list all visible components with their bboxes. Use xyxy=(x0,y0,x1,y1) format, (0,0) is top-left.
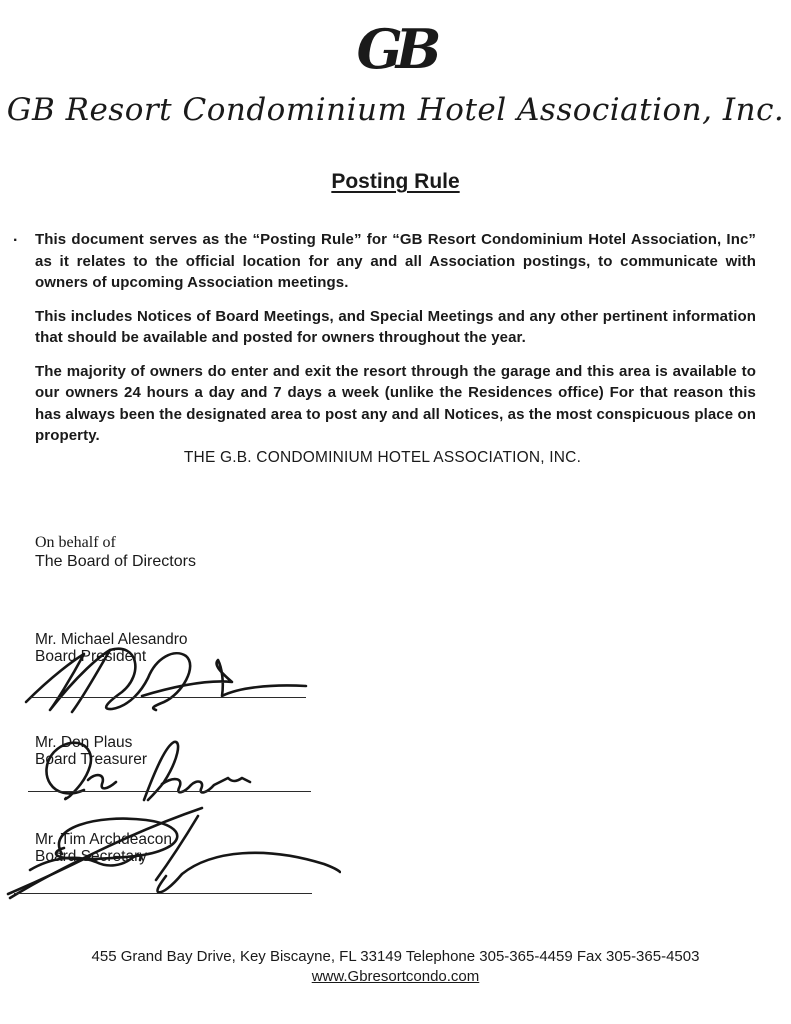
paragraph-bullet: . xyxy=(13,228,18,245)
paragraph-posting-rule: This document serves as the “Posting Rule” for “GB Resort Condominium Hotel Association, Inc” as it relates to the official location for any and all Association postings, to communicate with owners of upcoming Association meetings. xyxy=(35,231,756,291)
document-title-text: Posting Rule xyxy=(331,170,460,193)
gb-monogram-logo: GB xyxy=(356,17,435,81)
signatory-name: Mr. Don Plaus xyxy=(35,734,133,751)
footer-address-line: 455 Grand Bay Drive, Key Biscayne, FL 33149 Telephone 305-365-4459 Fax 305-365-4503 xyxy=(91,948,700,965)
signatory-title: Board Treasurer xyxy=(35,751,147,768)
signatory-name: Mr. Tim Archdeacon xyxy=(35,831,172,848)
footer-website-url: www.Gbresortcondo.com xyxy=(311,968,480,985)
signature-line-secretary xyxy=(14,893,312,894)
paragraph-garage: The majority of owners do enter and exit the resort through the garage and this area is available to our owners 24 hours a day and 7 days a week (unlike the Residences office) For that reason this has always been the designated area to post any and all Notices, as the most conspicuous place on property. xyxy=(35,362,756,444)
organization-title: GB Resort Condominium Hotel Association, Inc. xyxy=(6,92,785,128)
signatory-block-secretary xyxy=(35,831,172,865)
signatory-title: Board Secretary xyxy=(35,848,147,865)
document-title xyxy=(0,170,791,194)
signature-line-president xyxy=(30,697,306,698)
signatory-block-president xyxy=(35,631,188,665)
on-behalf-line: On behalf of xyxy=(35,534,116,551)
board-of-directors-line: The Board of Directors xyxy=(35,553,196,570)
signatory-block-treasurer xyxy=(35,734,147,768)
paragraph-notices: This includes Notices of Board Meetings, and Special Meetings and any other pertinent information that should be available and posted for owners throughout the year. xyxy=(35,307,756,346)
signatory-title: Board President xyxy=(35,648,147,665)
body-paragraphs xyxy=(35,229,756,459)
association-name-line: THE G.B. CONDOMINIUM HOTEL ASSOCIATION, INC. xyxy=(183,449,582,466)
on-behalf-block xyxy=(35,534,196,570)
signature-line-treasurer xyxy=(28,791,311,792)
signatory-name: Mr. Michael Alesandro xyxy=(35,631,188,648)
